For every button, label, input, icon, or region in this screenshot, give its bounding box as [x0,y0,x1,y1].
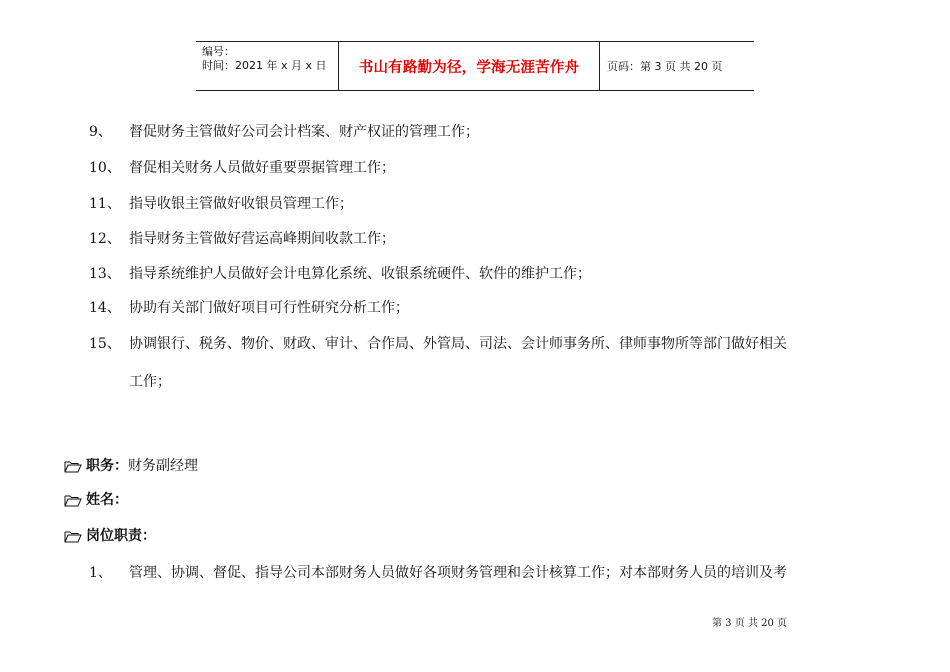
header-number: 编号： [202,45,235,58]
item-number: 12、 [89,231,121,247]
folder-icon [64,460,82,473]
header-page-info: 页码：第 3 页 共 20 页 [607,60,723,73]
item-text: 指导系统维护人员做好会计电算化系统、收银系统硬件、软件的维护工作； [129,266,591,282]
name-label: 姓名： [86,492,128,508]
position-label: 职务： [86,458,128,474]
header-time: 时间：2021 年 x 月 x 日 [202,59,327,72]
item-text: 协调银行、税务、物价、财政、审计、合作局、外管局、司法、会计师事务所、律师事物所等部门做好相关 [129,336,787,352]
header-slogan-cell [338,42,600,90]
section-name [64,490,128,510]
duties-label: 岗位职责： [86,528,156,544]
item-continuation: 工作； [129,374,171,390]
item-number: 11、 [89,196,121,212]
header-info-cell [196,42,338,90]
item-text: 协助有关部门做好项目可行性研究分析工作； [129,300,409,316]
item-number: 10、 [89,160,121,176]
item-number: 13、 [89,266,121,282]
page-header [196,41,754,91]
header-page-cell [600,42,754,90]
item-text: 管理、协调、督促、指导公司本部财务人员做好各项财务管理和会计核算工作；对本部财务人员的培训及考 [129,565,787,581]
folder-icon [64,530,82,543]
item-number: 14、 [89,300,121,316]
item-number: 9、 [89,124,112,140]
item-text: 指导财务主管做好营运高峰期间收款工作； [129,231,395,247]
section-duties [64,526,156,546]
page-footer: 第 3 页 共 20 页 [712,618,787,629]
item-text: 督促财务主管做好公司会计档案、财产权证的管理工作； [129,124,479,140]
position-value: 财务副经理 [128,458,198,474]
item-text: 指导收银主管做好收银员管理工作； [129,196,353,212]
item-number: 1、 [89,565,112,581]
item-text: 督促相关财务人员做好重要票据管理工作； [129,160,395,176]
section-position [64,456,198,476]
folder-icon [64,494,82,507]
item-number: 15、 [89,336,121,352]
header-slogan: 书山有路勤为径，学海无涯苦作舟 [358,59,580,76]
